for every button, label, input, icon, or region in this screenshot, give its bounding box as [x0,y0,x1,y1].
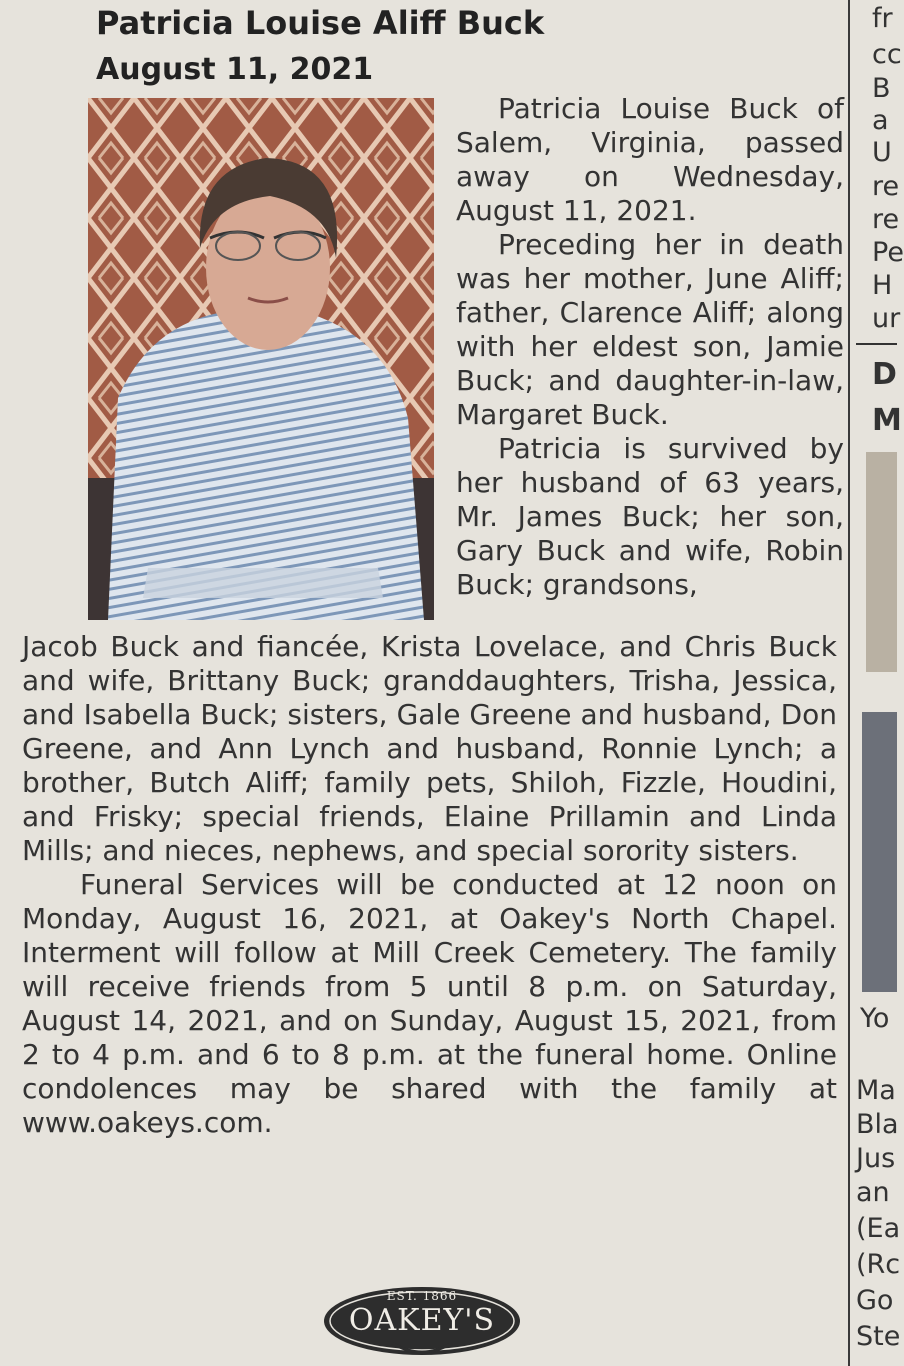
adjacent-fragment: Go [856,1285,894,1316]
adjacent-fragment: re [872,171,900,202]
adjacent-heading-fragment: M [872,403,902,438]
adjacent-fragment: a [872,105,889,136]
portrait-image [88,98,434,620]
logo-name: OAKEY'S [348,1303,496,1338]
adjacent-fragment: Jus [856,1143,896,1174]
adjacent-photo [866,452,897,672]
obituary-photo [88,98,434,620]
column-divider [848,0,850,1366]
adjacent-section-rule [856,343,897,345]
adjacent-fragment: fr [872,3,893,34]
obituary-name-headline: Patricia Louise Aliff Buck [96,4,545,42]
paragraph-survived-start: Patricia is survived by her husband of 63 years, Mr. James Buck; her son, Gary Buck and wife, Robin Buck; grandsons, [456,432,844,601]
paragraph-survived-continued: Jacob Buck and fiancée, Krista Lovelace, and Chris Buck and wife, Brittany Buck; granddaughters, Trisha, Jessica, and Isabella Buck; sisters, Gale Greene and husband, Don Greene, and Ann Lynch and husband, Ronnie Lynch; a brother, Butch Aliff; family pets, Shiloh, Fizzle, Houdini, and Frisky; special friends, Elaine Prillamin and Linda Mills; and nieces, nephews, and special sorority sisters. [22,630,837,867]
adjacent-fragment: Ma [856,1075,896,1106]
adjacent-column [852,0,904,1366]
logo-established: EST. 1866 [386,1289,458,1303]
adjacent-fragment: Pe [872,237,904,268]
funeral-home-logo [322,1283,522,1361]
adjacent-fragment: Bla [856,1109,899,1140]
paragraph-services: Funeral Services will be conducted at 12 noon on Monday, August 16, 2021, at Oakey's North Chapel. Interment will follow at Mill Creek Cemetery. The family will receive friends from 5 until 8 p.m. on Saturday, August 14, 2021, and on Sunday, August 15, 2021, from 2 to 4 p.m. and 6 to 8 p.m. at the funeral home. Online condolences may be shared with the family at www.oakeys.com. [22,868,837,1139]
adjacent-fragment: re [872,204,900,235]
adjacent-heading-fragment: D [872,357,897,392]
paragraph-preceded: Preceding her in death was her mother, June Aliff; father, Clarence Aliff; along with her eldest son, Jamie Buck; and daughter-in-law, Margaret Buck. [456,228,844,431]
adjacent-fragment: (Ea [856,1213,901,1244]
adjacent-fragment: H [872,270,893,301]
adjacent-fragment: Yo [860,1003,890,1034]
adjacent-fragment: (Rc [856,1249,901,1280]
adjacent-fragment: ur [872,303,901,334]
adjacent-fragment: U [872,137,892,168]
obituary-text-full [22,630,837,1140]
obituary-text-side [456,92,844,602]
paragraph-passing: Patricia Louise Buck of Salem, Virginia, passed away on Wednesday, August 11, 2021. [456,92,844,227]
adjacent-fragment: an [856,1177,890,1208]
adjacent-photo [862,712,897,992]
adjacent-fragment: cc [872,39,902,70]
adjacent-fragment: B [872,73,891,104]
adjacent-fragment: Ste [856,1321,901,1352]
obituary-date: August 11, 2021 [96,52,374,87]
